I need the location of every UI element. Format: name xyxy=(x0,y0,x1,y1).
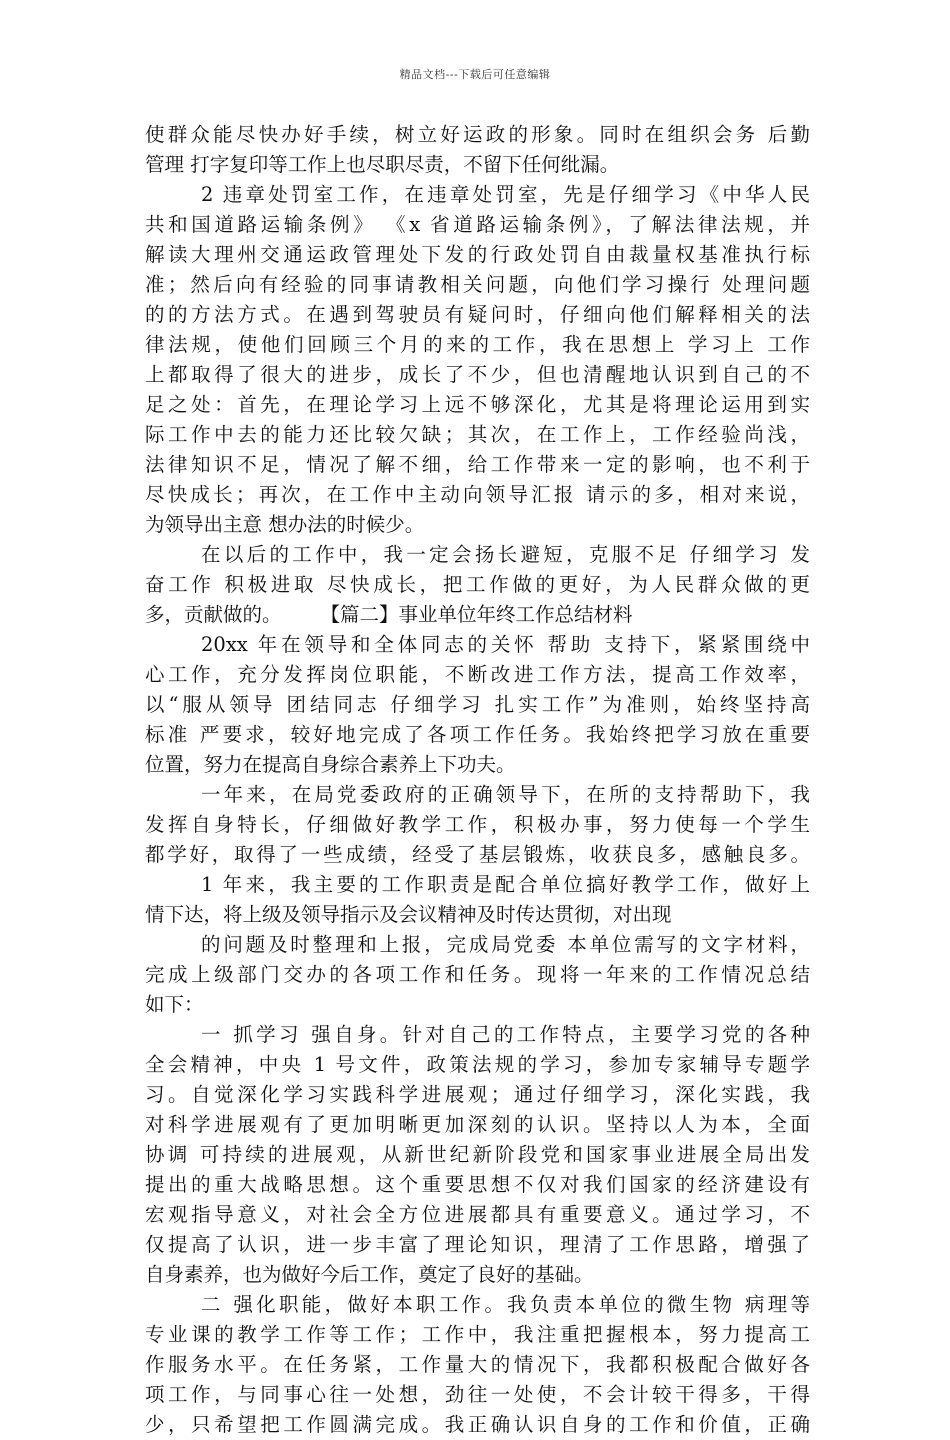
page-header: 精品文档---下载后可任意编辑 xyxy=(399,68,551,81)
text-line: 为领导出主意 想办法的时候少。 xyxy=(145,513,425,536)
text-line: 全会精神，中央 1 号文件，政策法规的学习，参加专家辅导专题学 xyxy=(145,1053,810,1076)
text-line: 作服务水平。在任务紧，工作量大的情况下，我都积极配合做好各 xyxy=(145,1353,810,1376)
text-line: 20xx 年在领导和全体同志的关怀 帮助 支持下，紧紧围绕中 xyxy=(201,633,810,656)
text-line: 1 年来，我主要的工作职责是配合单位搞好教学工作，做好上 xyxy=(201,873,810,896)
text-line: 足之处：首先，在理论学习上远不够深化，尤其是将理论运用到实 xyxy=(145,393,810,416)
text-line: 一年来，在局党委政府的正确领导下，在所的支持帮助下，我 xyxy=(201,783,810,806)
text-line: 自身素养，也为做好今后工作，奠定了良好的基础。 xyxy=(145,1263,594,1286)
text-line: 在以后的工作中，我一定会扬长避短，克服不足 仔细学习 发 xyxy=(201,543,810,566)
text-line: 以“服从领导 团结同志 仔细学习 扎实工作”为准则，始终坚持高 xyxy=(145,693,810,716)
text-line: 如下： xyxy=(145,993,204,1016)
text-line: 标准 严要求，较好地完成了各项工作任务。我始终把学习放在重要 xyxy=(145,723,810,746)
text-line: 协调 可持续的进展观，从新世纪新阶段党和国家事业进展全局出发 xyxy=(145,1143,810,1166)
text-line: 2 违章处罚室工作，在违章处罚室，先是仔细学习《中华人民 xyxy=(201,183,810,206)
text-line: 少，只希望把工作圆满完成。我正确认识自身的工作和价值，正确 xyxy=(145,1413,810,1436)
text-line: 完成上级部门交办的各项工作和任务。现将一年来的工作情况总结 xyxy=(145,963,810,986)
text-line: 解读大理州交通运政管理处下发的行政处罚自由裁量权基准执行标 xyxy=(145,243,810,266)
text-line: 的的方法方式。在遇到驾驶员有疑问时，仔细向他们解释相关的法 xyxy=(145,303,810,326)
text-line: 上都取得了很大的进步，成长了不少，但也清醒地认识到自己的不 xyxy=(145,363,810,386)
text-line: 使群众能尽快办好手续，树立好运政的形象。同时在组织会务 后勤 xyxy=(145,123,810,146)
text-line: 一 抓学习 强自身。针对自己的工作特点，主要学习党的各种 xyxy=(201,1023,810,1046)
text-line: 项工作，与同事心往一处想，劲往一处使，不会计较干得多，干得 xyxy=(145,1383,810,1406)
document-body xyxy=(145,120,810,1440)
text-line: 都学好，取得了一些成绩，经受了基层锻炼，收获良多，感触良多。 xyxy=(145,843,810,866)
text-line: 管理 打字复印等工作上也尽职尽责，不留下任何纰漏。 xyxy=(145,153,620,176)
text-line: 的问题及时整理和上报，完成局党委 本单位需写的文字材料， xyxy=(201,933,810,956)
text-line: 心工作，充分发挥岗位职能，不断改进工作方法，提高工作效率， xyxy=(145,663,810,686)
text-line: 尽快成长；再次，在工作中主动向领导汇报 请示的多，相对来说， xyxy=(145,483,810,506)
text-line: 发挥自身特长，仔细做好教学工作，积极办事，努力使每一个学生 xyxy=(145,813,810,836)
text-line: 法律知识不足，情况了解不细，给工作带来一定的影响，也不利于 xyxy=(145,453,810,476)
text-line: 多，贡献做的。 【篇二】事业单位年终工作总结材料 xyxy=(145,603,633,626)
text-line: 二 强化职能，做好本职工作。我负责本单位的微生物 病理等 xyxy=(201,1293,810,1316)
text-line: 仅提高了认识，进一步丰富了理论知识，理清了工作思路，增强了 xyxy=(145,1233,810,1256)
text-line: 提出的重大战略思想。这个重要思想不仅对我们国家的经济建设有 xyxy=(145,1173,810,1196)
text-line: 准；然后向有经验的同事请教相关问题，向他们学习操行 处理问题 xyxy=(145,273,810,296)
text-line: 律法规，使他们回顾三个月的来的工作，我在思想上 学习上 工作 xyxy=(145,333,810,356)
text-line: 共和国道路运输条例》 《x 省道路运输条例》，了解法律法规，并 xyxy=(145,213,810,236)
text-line: 情下达，将上级及领导指示及会议精神及时传达贯彻，对出现 xyxy=(145,903,672,926)
text-line: 奋工作 积极进取 尽快成长，把工作做的更好，为人民群众做的更 xyxy=(145,573,810,596)
text-line: 际工作中去的能力还比较欠缺；其次，在工作上，工作经验尚浅， xyxy=(145,423,810,446)
text-line: 习。自觉深化学习实践科学进展观；通过仔细学习，深化实践，我 xyxy=(145,1083,810,1106)
text-line: 宏观指导意义，对社会全方位进展都具有重要意义。通过学习，不 xyxy=(145,1203,810,1226)
text-line: 对科学进展观有了更加明晰更加深刻的认识。坚持以人为本，全面 xyxy=(145,1113,810,1136)
text-line: 专业课的教学工作等工作；工作中，我注重把握根本，努力提高工 xyxy=(145,1323,810,1346)
text-line: 位置，努力在提高自身综合素养上下功夫。 xyxy=(145,753,516,776)
